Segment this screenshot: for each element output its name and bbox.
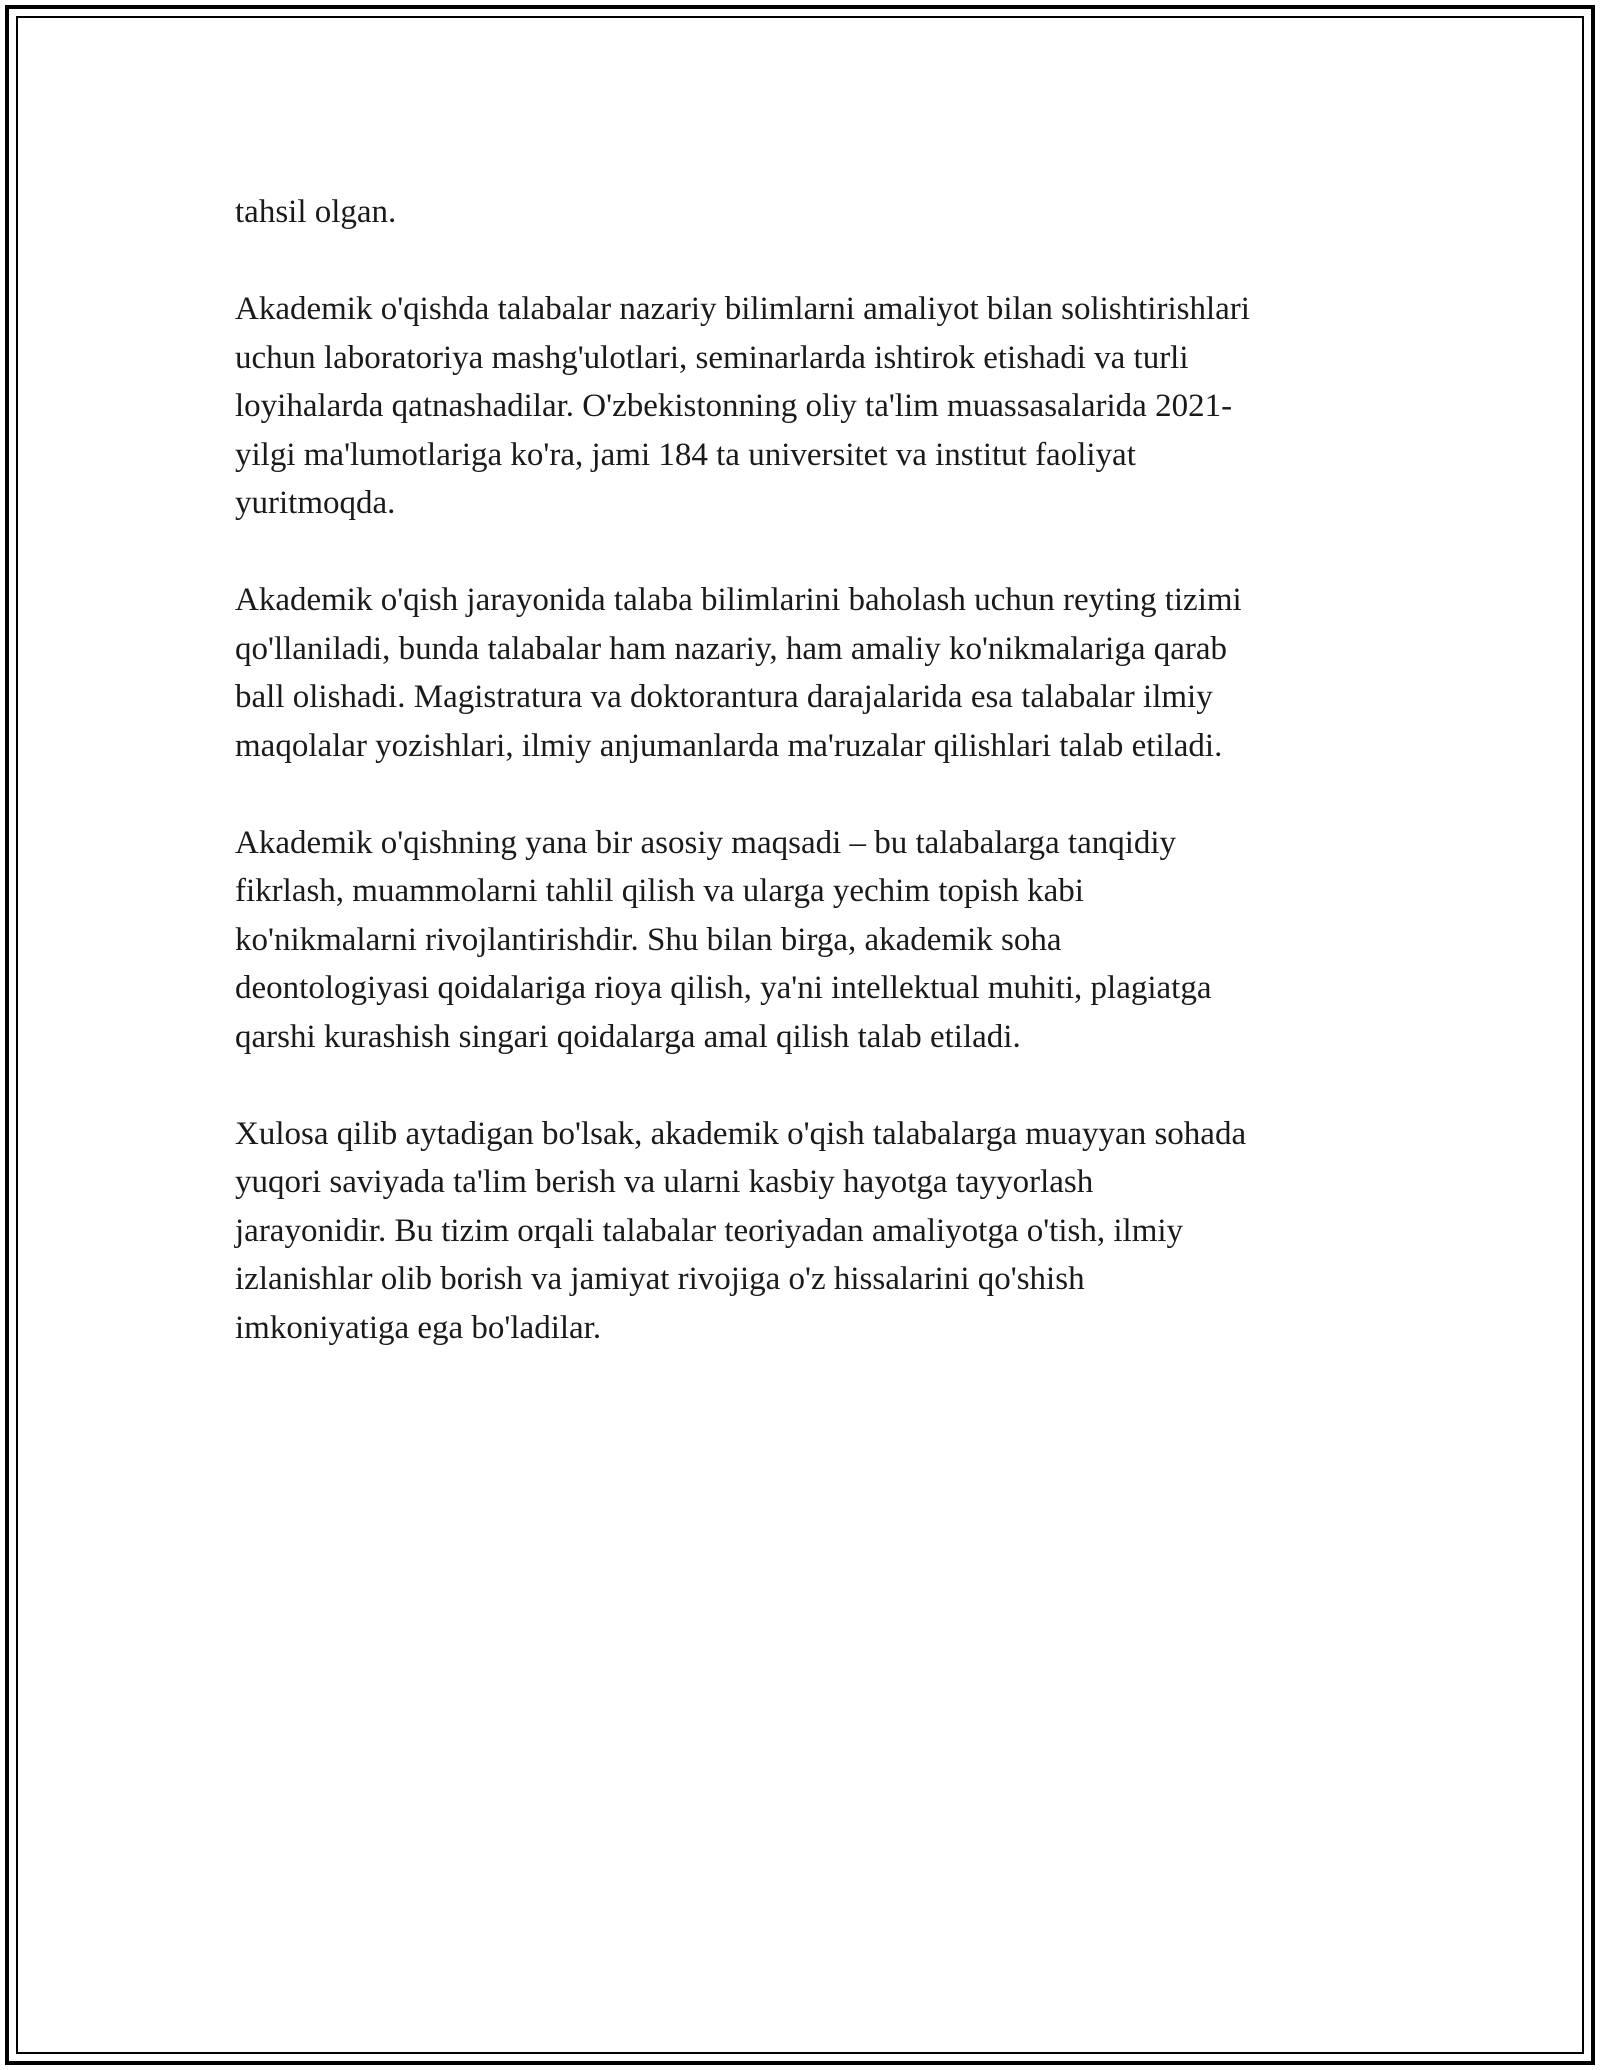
text-line: Akademik o'qishda talabalar nazariy bilimlarni amaliyot bilan solishtirishlari — [235, 291, 1250, 327]
text-line: loyihalarda qatnashadilar. O'zbekistonning oliy ta'lim muassasalarida 2021- — [235, 388, 1233, 424]
text-line: ball olishadi. Magistratura va doktorantura darajalarida esa talabalar ilmiy — [235, 679, 1213, 715]
text-line: maqolalar yozishlari, ilmiy anjumanlarda ma'ruzalar qilishlari talab etiladi. — [235, 727, 1223, 764]
text-line: Akademik o'qish jarayonida talaba bilimlarini baholash uchun reyting tizimi — [235, 582, 1242, 618]
document-body — [235, 188, 1385, 1401]
paragraph-continuation — [235, 188, 1385, 237]
text-line: jarayonidir. Bu tizim orqali talabalar teoriyadan amaliyotga o'tish, ilmiy — [235, 1212, 1184, 1249]
text-line: yilgi ma'lumotlariga ko'ra, jami 184 ta universitet va institut faoliyat — [235, 436, 1136, 473]
paragraph-conclusion — [235, 1110, 1385, 1353]
paragraph-laboratory-seminars — [235, 285, 1385, 528]
text-line: qarshi kurashish singari qoidalarga amal qilish talab etiladi. — [235, 1018, 1021, 1055]
text-line: Xulosa qilib aytadigan bo'lsak, akademik o'qish talabalarga muayyan sohada — [235, 1115, 1247, 1152]
paragraph-rating-system — [235, 576, 1385, 770]
text-line: qo'llaniladi, bunda talabalar ham nazariy, ham amaliy ko'nikmalariga qarab — [235, 630, 1228, 667]
text-line: uchun laboratoriya mashg'ulotlari, seminarlarda ishtirok etishadi va turli — [235, 339, 1189, 376]
text-line: yuritmoqda. — [235, 485, 396, 521]
text-line: tahsil olgan. — [235, 194, 397, 230]
paragraph-critical-thinking — [235, 819, 1385, 1062]
text-line: yuqori saviyada ta'lim berish va ularni kasbiy hayotga tayyorlash — [235, 1164, 1094, 1200]
text-line: izlanishlar olib borish va jamiyat rivojiga o'z hissalarini qo'shish — [235, 1261, 1085, 1297]
text-line: imkoniyatiga ega bo'ladilar. — [235, 1309, 602, 1346]
text-line: Akademik o'qishning yana bir asosiy maqsadi – bu talabalarga tanqidiy — [235, 824, 1177, 861]
text-line: ko'nikmalarni rivojlantirishdir. Shu bilan birga, akademik soha — [235, 921, 1062, 958]
text-line: fikrlash, muammolarni tahlil qilish va ularga yechim topish kabi — [235, 873, 1084, 909]
text-line: deontologiyasi qoidalariga rioya qilish, ya'ni intellektual muhiti, plagiatga — [235, 970, 1212, 1006]
